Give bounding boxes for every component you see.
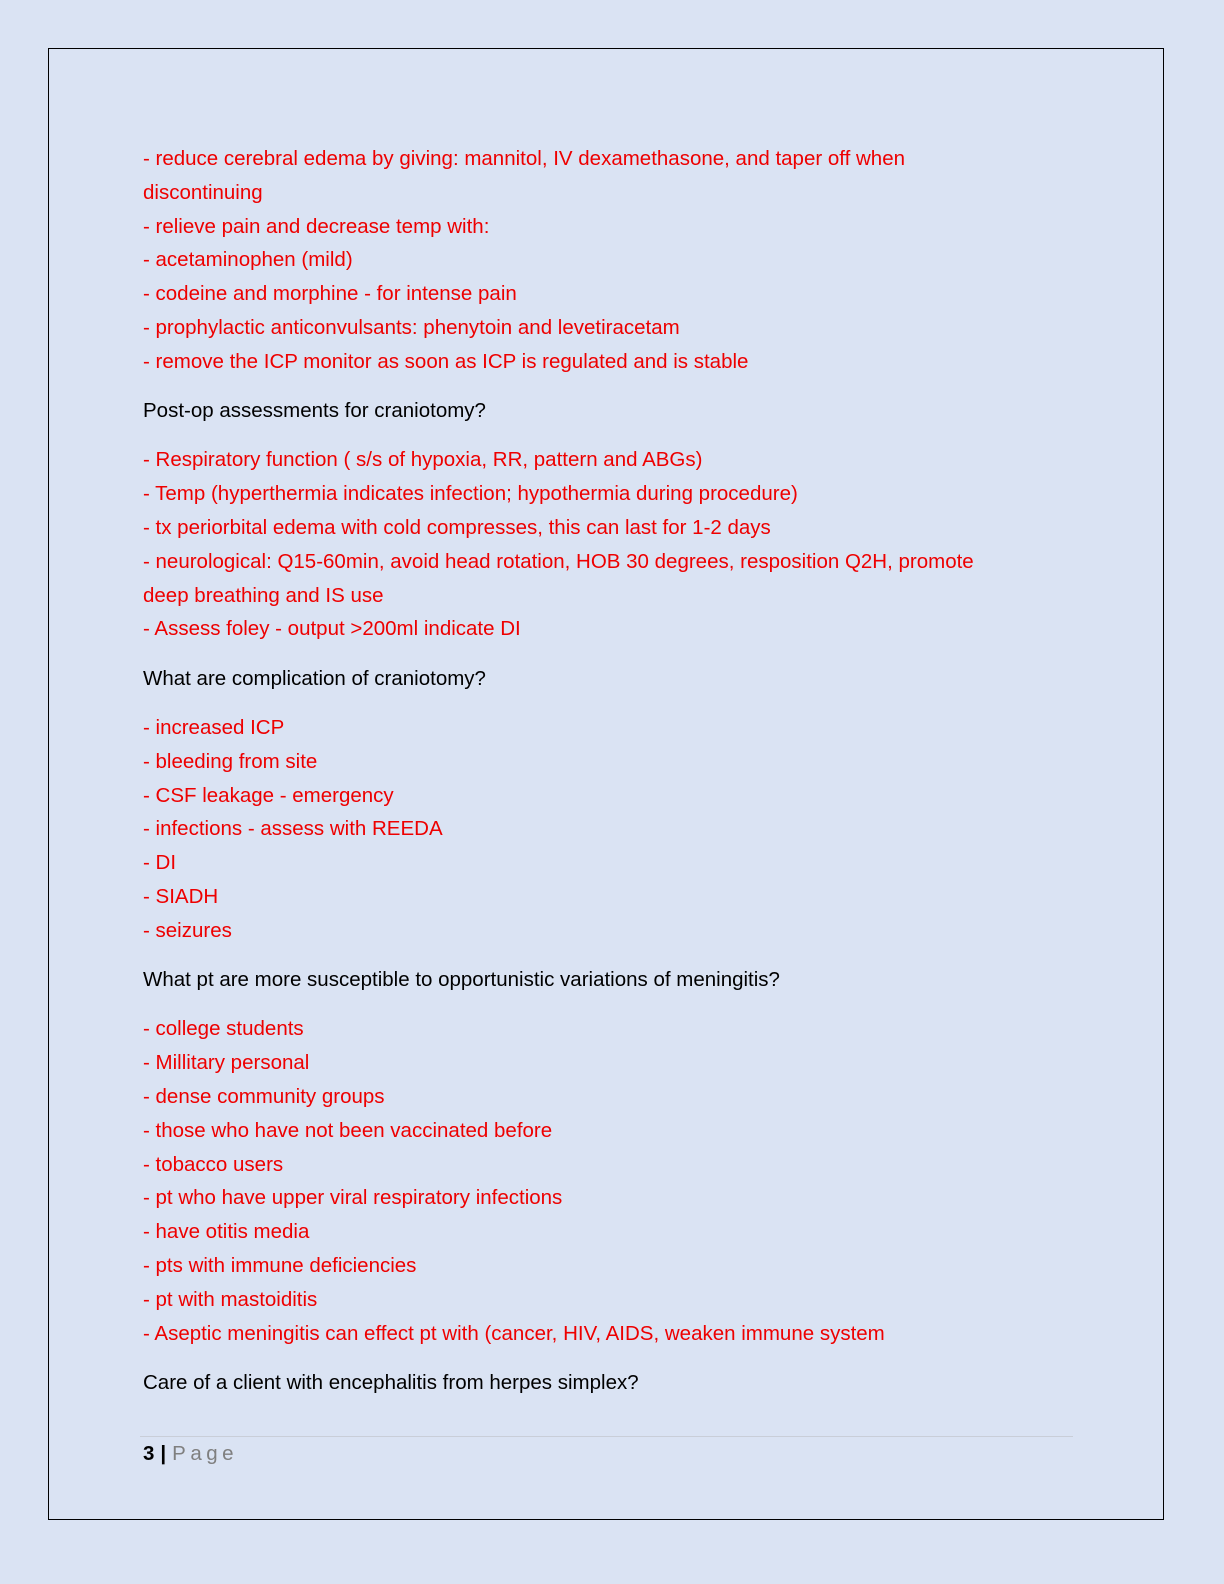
page-number: 3 — [143, 1442, 155, 1465]
answer-line: - those who have not been vaccinated before — [143, 1118, 553, 1142]
answer-line: - bleeding from site — [143, 749, 318, 773]
answer-line: - pt who have upper viral respiratory infections — [143, 1186, 563, 1210]
answer-line: - increased ICP — [143, 715, 285, 739]
question-heading — [143, 1366, 1083, 1400]
answer-line: - seizures — [143, 918, 232, 942]
answer-line: - remove the ICP monitor as soon as ICP is regulated and is stable — [143, 349, 749, 373]
answer-line: - college students — [143, 1017, 304, 1041]
question-text: Post-op assessments for craniotomy? — [143, 399, 486, 423]
answer-line: - dense community groups — [143, 1084, 385, 1108]
answer-line: - codeine and morphine - for intense pain — [143, 282, 517, 306]
answer-line: - CSF leakage - emergency — [143, 783, 394, 807]
answer-line: - acetaminophen (mild) — [143, 248, 353, 272]
question-text: What pt are more susceptible to opportunistic variations of meningitis? — [143, 968, 780, 992]
answer-line: - pts with immune deficiencies — [143, 1253, 417, 1277]
answer-line: - have otitis media — [143, 1220, 310, 1244]
answer-line: - DI — [143, 851, 177, 875]
page-label: Page — [172, 1442, 239, 1465]
answer-line: - Aseptic meningitis can effect pt with (cancer, HIV, AIDS, weaken immune system — [143, 1321, 885, 1345]
question-text: Care of a client with encephalitis from herpes simplex? — [143, 1370, 639, 1394]
answer-line: - neurological: Q15-60min, avoid head rotation, HOB 30 degrees, resposition Q2H, promote — [143, 549, 974, 573]
question-heading — [143, 394, 1083, 428]
document-body — [143, 142, 1083, 1415]
answer-line: - Millitary personal — [143, 1051, 310, 1075]
question-text: What are complication of craniotomy? — [143, 666, 486, 690]
answer-line: - Respiratory function ( s/s of hypoxia, RR, pattern and ABGs) — [143, 448, 703, 472]
answer-line: - infections - assess with REEDA — [143, 817, 443, 841]
answer-line: - tobacco users — [143, 1152, 284, 1176]
answer-line: - tx periorbital edema with cold compresses, this can last for 1-2 days — [143, 515, 771, 539]
answer-list — [143, 711, 1083, 948]
footer-divider — [140, 1436, 1073, 1437]
answer-line: - relieve pain and decrease temp with: — [143, 214, 490, 238]
answer-list — [143, 1012, 1083, 1350]
answer-line: - Temp (hyperthermia indicates infection; hypothermia during procedure) — [143, 482, 798, 506]
page-footer — [143, 1440, 238, 1468]
answer-line: deep breathing and IS use — [143, 583, 384, 607]
question-heading — [143, 662, 1083, 696]
answer-line: - prophylactic anticonvulsants: phenytoin and levetiracetam — [143, 315, 680, 339]
footer-separator: | — [160, 1442, 167, 1465]
question-heading — [143, 963, 1083, 997]
answer-line: - reduce cerebral edema by giving: mannitol, IV dexamethasone, and taper off when — [143, 147, 905, 170]
answer-line: discontinuing — [143, 180, 263, 204]
answer-line: - SIADH — [143, 884, 219, 908]
answer-line: - Assess foley - output >200ml indicate DI — [143, 617, 521, 641]
answer-line: - pt with mastoiditis — [143, 1287, 318, 1311]
answer-list — [143, 443, 1083, 646]
answer-list — [143, 142, 1083, 379]
